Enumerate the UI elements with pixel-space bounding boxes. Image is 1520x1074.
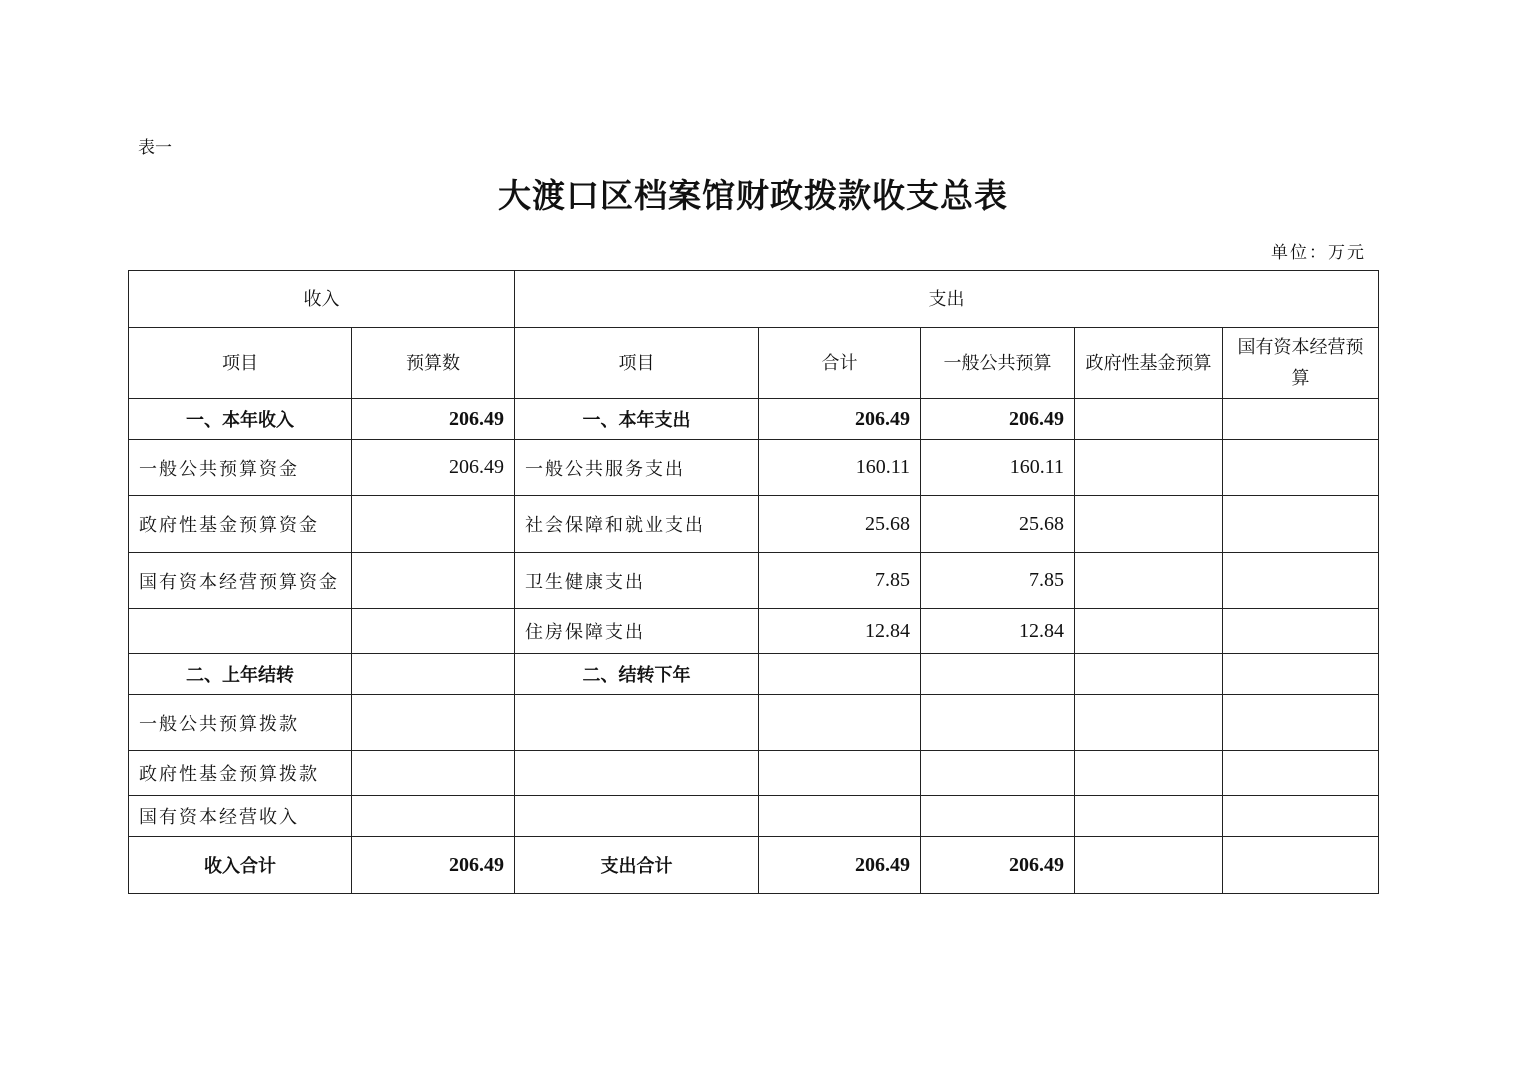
total-cell	[759, 695, 921, 751]
income-budget-cell	[352, 751, 515, 796]
gov-fund-cell	[1075, 751, 1223, 796]
table-row	[129, 796, 1379, 837]
total-cell: 25.68	[759, 496, 921, 553]
income-budget-cell: 206.49	[352, 399, 515, 440]
income-group-header: 收入	[129, 271, 515, 328]
state-capital-cell	[1223, 553, 1379, 609]
total-cell: 12.84	[759, 609, 921, 654]
general-budget-cell	[921, 654, 1075, 695]
income-budget-cell: 206.49	[352, 440, 515, 496]
general-budget-cell: 7.85	[921, 553, 1075, 609]
income-budget-cell	[352, 796, 515, 837]
gov-fund-cell	[1075, 796, 1223, 837]
state-capital-cell	[1223, 695, 1379, 751]
general-budget-cell	[921, 695, 1075, 751]
income-budget-cell	[352, 496, 515, 553]
income-budget-cell	[352, 609, 515, 654]
income-item-cell: 二、上年结转	[129, 654, 352, 695]
gov-fund-cell	[1075, 654, 1223, 695]
general-budget-cell	[921, 751, 1075, 796]
gov-fund-cell	[1075, 553, 1223, 609]
gov-fund-cell	[1075, 609, 1223, 654]
unit-label: 单位：万元	[1271, 243, 1366, 263]
general-budget-total-value: 206.49	[921, 837, 1075, 894]
total-cell	[759, 654, 921, 695]
income-budget-header: 预算数	[352, 328, 515, 399]
totals-row	[129, 837, 1379, 894]
expense-item-cell: 一、本年支出	[515, 399, 759, 440]
state-capital-total-value	[1223, 837, 1379, 894]
income-item-cell: 国有资本经营预算资金	[129, 553, 352, 609]
table-row	[129, 399, 1379, 440]
expense-total-label: 支出合计	[515, 837, 759, 894]
expense-item-cell: 住房保障支出	[515, 609, 759, 654]
table-row	[129, 695, 1379, 751]
table-header-row	[129, 271, 1379, 328]
total-cell: 160.11	[759, 440, 921, 496]
general-budget-cell: 206.49	[921, 399, 1075, 440]
income-budget-cell	[352, 654, 515, 695]
total-cell	[759, 751, 921, 796]
budget-summary-table	[128, 270, 1379, 894]
total-cell: 7.85	[759, 553, 921, 609]
state-capital-cell	[1223, 496, 1379, 553]
expense-item-cell: 卫生健康支出	[515, 553, 759, 609]
expense-group-header: 支出	[515, 271, 1379, 328]
expense-item-cell: 二、结转下年	[515, 654, 759, 695]
gov-fund-budget-header: 政府性基金预算	[1075, 328, 1223, 399]
table-subheader-row	[129, 328, 1379, 399]
general-budget-cell: 160.11	[921, 440, 1075, 496]
general-budget-cell: 25.68	[921, 496, 1075, 553]
state-capital-cell	[1223, 751, 1379, 796]
income-item-cell: 政府性基金预算资金	[129, 496, 352, 553]
gov-fund-cell	[1075, 496, 1223, 553]
gov-fund-cell	[1075, 695, 1223, 751]
income-item-cell: 国有资本经营收入	[129, 796, 352, 837]
table-row	[129, 496, 1379, 553]
table-row	[129, 609, 1379, 654]
income-item-cell: 一般公共预算资金	[129, 440, 352, 496]
page-title: 大渡口区档案馆财政拨款收支总表	[498, 176, 1008, 215]
income-budget-cell	[352, 553, 515, 609]
state-capital-budget-header: 国有资本经营预算	[1223, 328, 1379, 399]
table-row	[129, 654, 1379, 695]
expense-item-header: 项目	[515, 328, 759, 399]
expense-item-cell	[515, 695, 759, 751]
total-cell	[759, 796, 921, 837]
expense-item-cell	[515, 796, 759, 837]
state-capital-cell	[1223, 609, 1379, 654]
gov-fund-cell	[1075, 399, 1223, 440]
income-item-cell: 一般公共预算拨款	[129, 695, 352, 751]
income-total-value: 206.49	[352, 837, 515, 894]
total-header: 合计	[759, 328, 921, 399]
state-capital-cell	[1223, 440, 1379, 496]
income-item-cell	[129, 609, 352, 654]
document-label: 表一	[138, 138, 172, 158]
state-capital-cell	[1223, 654, 1379, 695]
general-budget-header: 一般公共预算	[921, 328, 1075, 399]
state-capital-cell	[1223, 399, 1379, 440]
income-item-cell: 一、本年收入	[129, 399, 352, 440]
expense-item-cell	[515, 751, 759, 796]
table-row	[129, 553, 1379, 609]
general-budget-cell: 12.84	[921, 609, 1075, 654]
income-item-header: 项目	[129, 328, 352, 399]
income-budget-cell	[352, 695, 515, 751]
table-row	[129, 440, 1379, 496]
table-row	[129, 751, 1379, 796]
income-item-cell: 政府性基金预算拨款	[129, 751, 352, 796]
expense-total-value: 206.49	[759, 837, 921, 894]
gov-fund-cell	[1075, 440, 1223, 496]
gov-fund-total-value	[1075, 837, 1223, 894]
total-cell: 206.49	[759, 399, 921, 440]
expense-item-cell: 社会保障和就业支出	[515, 496, 759, 553]
income-total-label: 收入合计	[129, 837, 352, 894]
expense-item-cell: 一般公共服务支出	[515, 440, 759, 496]
general-budget-cell	[921, 796, 1075, 837]
state-capital-cell	[1223, 796, 1379, 837]
